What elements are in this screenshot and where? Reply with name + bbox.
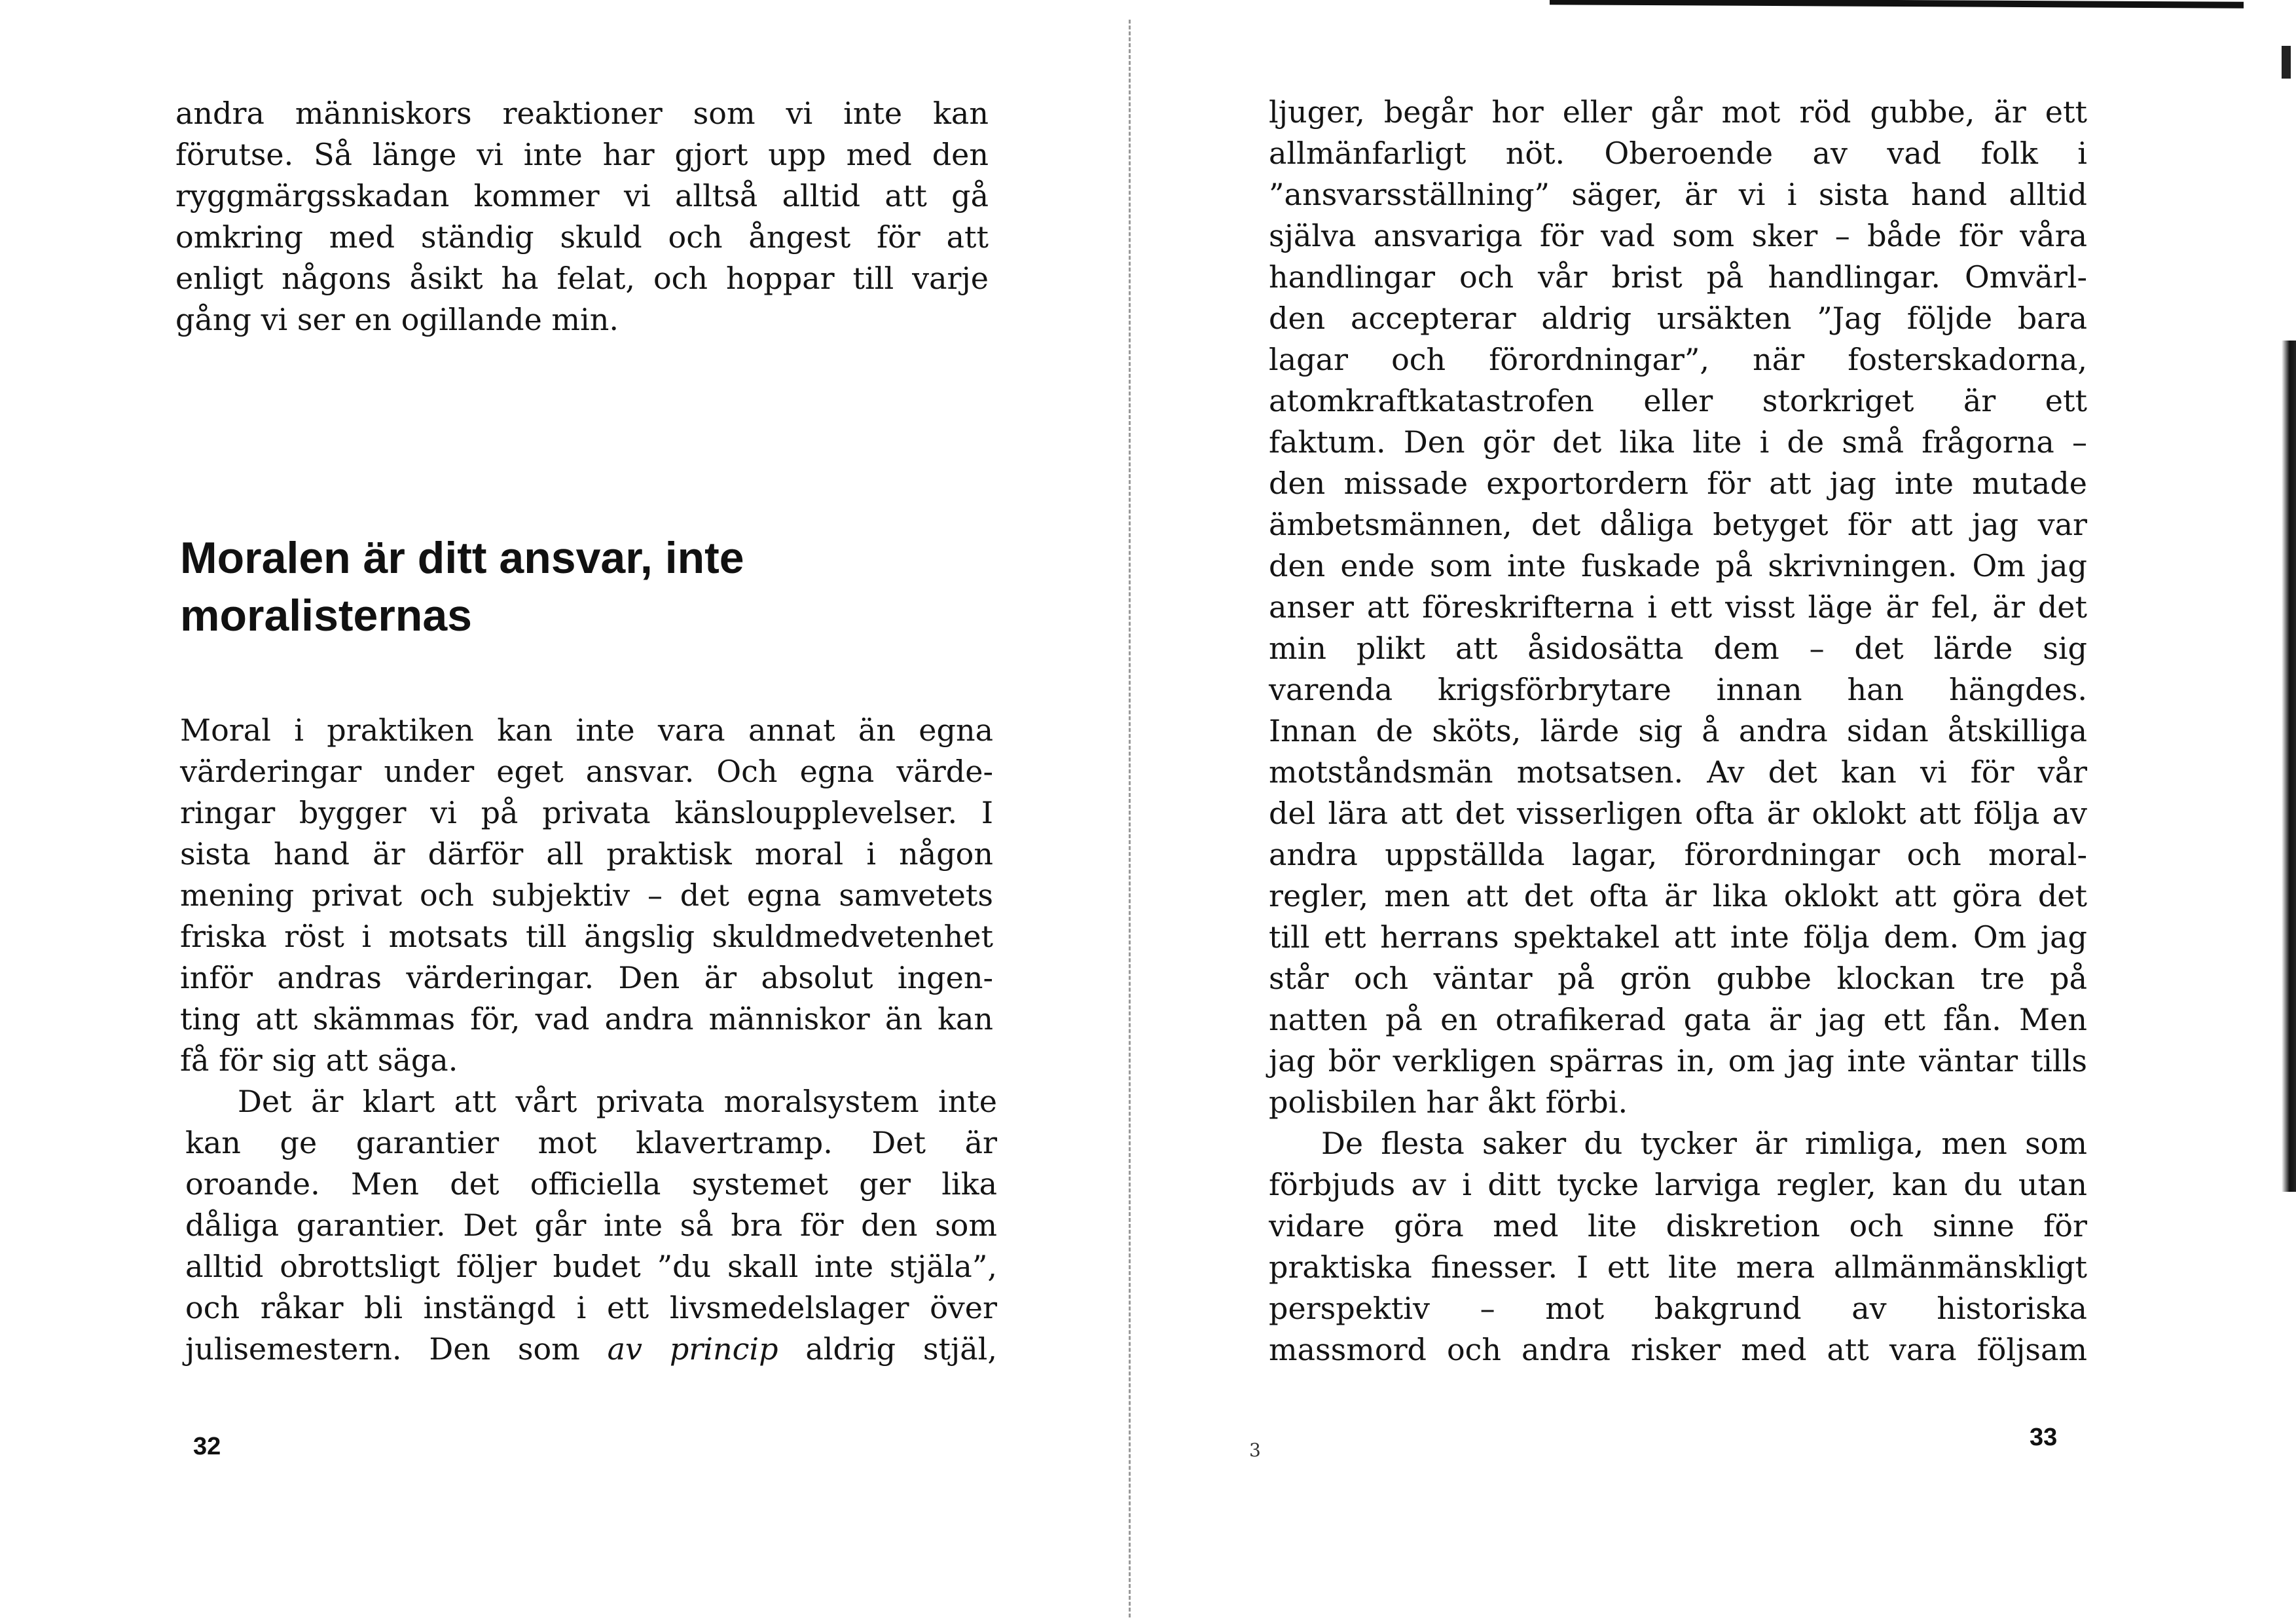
text-line: De flesta saker du tycker är rimliga, men som <box>1321 1126 2087 1161</box>
text-line: ting att skämmas för, vad andra människor än kan <box>180 1001 993 1037</box>
text-line: natten på en otrafikerad gata är jag ett fån. Men <box>1269 1002 2087 1037</box>
text-line: andra människors reaktioner som vi inte kan <box>175 96 989 131</box>
small-mark: 3 <box>1249 1439 1261 1461</box>
text-line: Innan de sköts, lärde sig å andra sidan åtskilliga <box>1269 713 2087 748</box>
right-paragraph-1 <box>1269 92 2087 1371</box>
left-top-paragraph <box>175 93 989 341</box>
text-line: och råkar bli instängd i ett livsmedelslager över <box>185 1290 997 1325</box>
text-line: ämbetsmännen, det dåliga betyget för att jag var <box>1269 507 2087 542</box>
text-line: friska röst i motsats till ängslig skuldmedvetenhet <box>180 919 993 954</box>
text-line: allmänfarligt nöt. Oberoende av vad folk i <box>1269 136 2087 171</box>
text-line: gång vi ser en ogillande min. <box>175 302 619 337</box>
text-line: den missade exportordern för att jag inte mutade <box>1269 466 2087 501</box>
text-line: sista hand är därför all praktisk moral i någon <box>180 836 993 872</box>
text-run: aldrig stjäl, <box>778 1331 997 1367</box>
text-line: min plikt att åsidosätta dem – det lärde sig <box>1269 631 2087 666</box>
text-line: förutse. Så länge vi inte har gjort upp med den <box>175 137 989 172</box>
page-gutter <box>1129 20 1131 1617</box>
text-line: massmord och andra risker med att vara följsam <box>1269 1332 2087 1367</box>
text-run: julisemestern. Den som <box>185 1331 608 1367</box>
text-line: Det är klart att vårt privata moralsystem inte <box>238 1084 997 1119</box>
text-line: ryggmärgsskadan kommer vi alltså alltid att gå <box>175 178 989 213</box>
text-line: polisbilen har åkt förbi. <box>1269 1084 1628 1120</box>
heading-line: moralisternas <box>180 591 472 640</box>
text-line: dåliga garantier. Det går inte så bra för den som <box>185 1208 997 1243</box>
text-line: perspektiv – mot bakgrund av historiska <box>1269 1291 2087 1326</box>
text-line: få för sig att säga. <box>180 1043 458 1078</box>
text-line: själva ansvariga för vad som sker – både för våra <box>1269 218 2087 253</box>
left-paragraph-2 <box>185 1081 997 1370</box>
page-number-left: 32 <box>193 1433 221 1460</box>
section-heading <box>180 529 1031 644</box>
text-line: enligt någons åsikt ha felat, och hoppar till varje <box>175 261 989 296</box>
text-line: ringar bygger vi på privata känsloupplevelser. I <box>180 795 993 830</box>
text-line: motståndsmän motsatsen. Av det kan vi för vår <box>1269 754 2087 790</box>
text-line: handlingar och vår brist på handlingar. Omvärl- <box>1269 259 2087 295</box>
text-line: vidare göra med lite diskretion och sinne för <box>1269 1208 2087 1244</box>
text-line: förbjuds av i ditt tycke larviga regler, kan du utan <box>1269 1167 2087 1202</box>
text-line: omkring med ständig skuld och ångest för att <box>175 219 989 255</box>
text-line: den accepterar aldrig ursäkten ”Jag följde bara <box>1269 301 2087 336</box>
text-line: ljuger, begår hor eller går mot röd gubbe, är ett <box>1269 94 2087 130</box>
text-line: andra uppställda lagar, förordningar och moral- <box>1269 837 2087 872</box>
text-line: ”ansvarsställning” säger, är vi i sista hand alltid <box>1269 177 2087 212</box>
text-line: del lära att det visserligen ofta är oklokt att följa av <box>1269 796 2087 831</box>
page-number-right: 33 <box>2030 1424 2058 1451</box>
text-line: inför andras värderingar. Den är absolut ingen- <box>180 960 993 995</box>
text-line: till ett herrans spektakel att inte följa dem. Om jag <box>1269 919 2087 955</box>
left-page <box>0 0 1126 1624</box>
text-line: värderingar under eget ansvar. Och egna värde- <box>180 754 993 789</box>
left-paragraph-1 <box>180 710 993 1081</box>
text-line: alltid obrottsligt följer budet ”du skall inte stjäla”, <box>185 1249 997 1284</box>
text-line: regler, men att det ofta är lika oklokt att göra det <box>1269 878 2087 913</box>
text-line: står och väntar på grön gubbe klockan tre på <box>1269 961 2087 996</box>
text-line: lagar och förordningar”, när fosterskadorna, <box>1269 342 2087 377</box>
text-line: atomkraftkatastrofen eller storkriget är ett <box>1269 383 2087 418</box>
text-line: kan ge garantier mot klavertramp. Det är <box>185 1125 997 1160</box>
italic-run: av princip <box>607 1331 778 1367</box>
text-line: praktiska finesser. I ett lite mera allmänmänskligt <box>1269 1249 2087 1285</box>
text-line: anser att föreskrifterna i ett visst läge är fel, är det <box>1269 589 2087 625</box>
right-page <box>1133 0 2296 1624</box>
text-line: oroande. Men det officiella systemet ger lika <box>185 1166 997 1202</box>
text-line: den ende som inte fuskade på skrivningen. Om jag <box>1269 548 2087 583</box>
text-line: varenda krigsförbrytare innan han hängdes. <box>1269 672 2087 707</box>
text-line: mening privat och subjektiv – det egna samvetets <box>180 877 993 913</box>
text-line-last <box>185 1329 997 1370</box>
heading-line: Moralen är ditt ansvar, inte <box>180 533 744 583</box>
text-line: faktum. Den gör det lika lite i de små frågorna – <box>1269 424 2087 460</box>
text-line: Moral i praktiken kan inte vara annat än egna <box>180 712 993 748</box>
text-line: jag bör verkligen spärras in, om jag inte väntar tills <box>1269 1043 2087 1079</box>
